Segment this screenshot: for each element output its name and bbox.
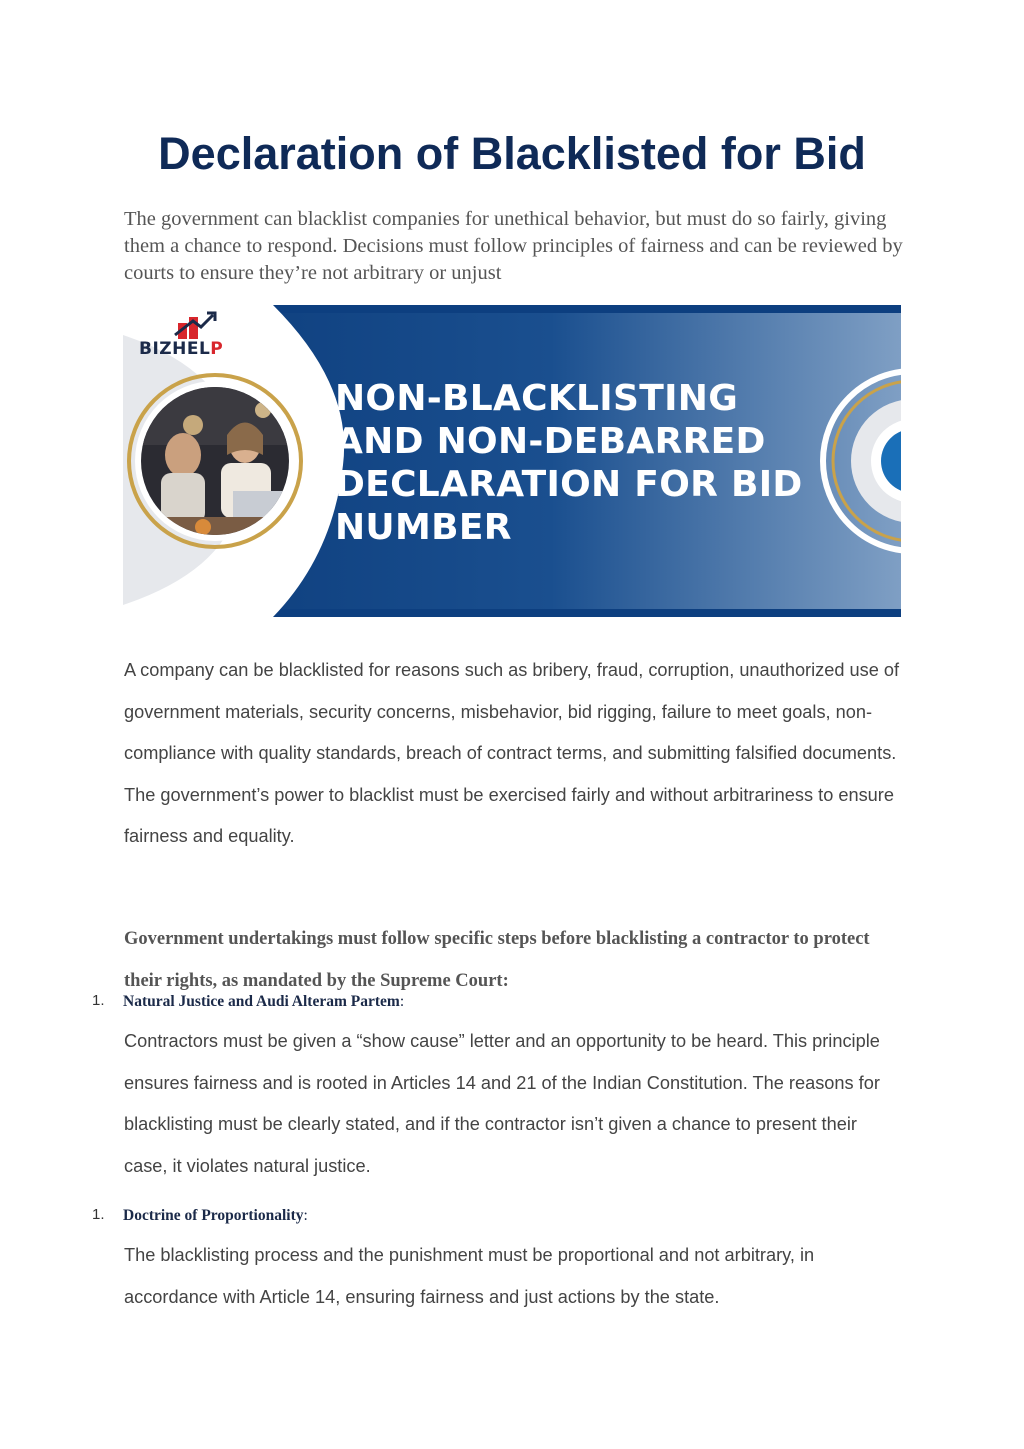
- list-number: 1.: [92, 992, 105, 1009]
- list-item-title: Natural Justice and Audi Alteram Partem:: [123, 993, 405, 1010]
- banner-headline-line: NON-BLACKLISTING: [335, 378, 739, 419]
- list-item-title: Doctrine of Proportionality:: [123, 1207, 308, 1224]
- banner-image: [123, 305, 901, 617]
- banner-headline: [335, 377, 803, 549]
- intro-paragraph: The government can blacklist companies for unethical behavior, but must do so fairly, giving them a chance to respond. Decisions must follow principles of fairness and can be reviewed by courts to ensure they’re not arbitrary or unjust: [124, 208, 903, 284]
- list-item-body: Contractors must be given a “show cause” letter and an opportunity to be heard. This principle ensures fairness and is rooted in Articles 14 and 21 of the Indian Constitution. The reasons for blacklisting must be clearly stated, and if the contractor isn’t given a chance to present their case, it violates natural justice.: [124, 1031, 880, 1176]
- bizhelp-logo: BIZHELP: [139, 339, 224, 359]
- banner-headline-line: NUMBER: [335, 507, 512, 548]
- lead-paragraph: Government undertakings must follow specific steps before blacklisting a contractor to protect their rights, as mandated by the Supreme Court:: [124, 929, 870, 991]
- banner-headline-line: DECLARATION FOR BID: [335, 464, 803, 505]
- banner-headline-line: AND NON-DEBARRED: [335, 421, 766, 462]
- list-item-body: The blacklisting process and the punishment must be proportional and not arbitrary, in accordance with Article 14, ensuring fairness and just actions by the state.: [124, 1245, 815, 1307]
- body-paragraph-reasons: A company can be blacklisted for reasons such as bribery, fraud, corruption, unauthorized use of government materials, security concerns, misbehavior, bid rigging, failure to meet goals, non-compliance with quality standards, breach of contract terms, and submitting falsified documents. The government’s power to blacklist must be exercised fairly and without arbitrariness to ensure fairness and equality.: [124, 660, 900, 846]
- page-title: Declaration of Blacklisted for Bid: [158, 128, 866, 179]
- list-number: 1.: [92, 1206, 105, 1223]
